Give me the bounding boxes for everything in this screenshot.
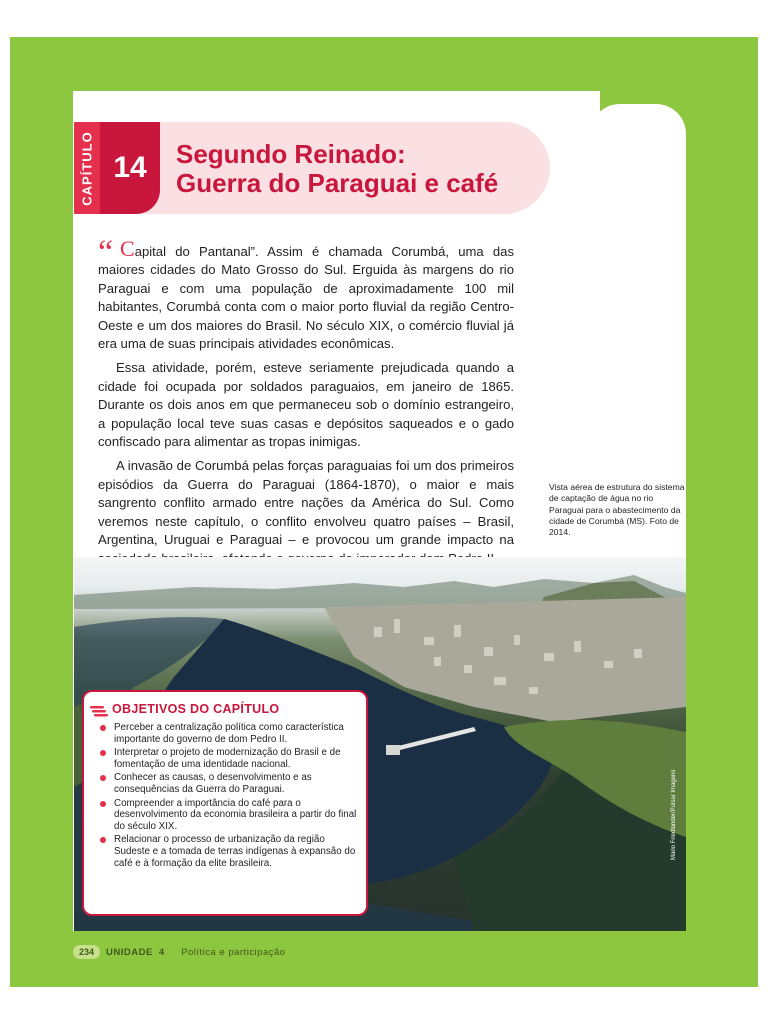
page-footer [73, 942, 286, 962]
chapter-tab-label: CAPÍTULO [79, 130, 95, 206]
paragraph-3: A invasão de Corumbá pelas forças paraguaias foi um dos primeiros episódios da Guerra do Paraguai (1864-1870), o maior e mais sangrento conflito armado entre nações da América do Sul. Como veremos neste capítulo, o conflito envolveu quatro países – Brasil, Argentina, Uruguai e Paraguai – e provocou um grande impacto na [98, 458, 514, 548]
unit-label: UNIDADE [106, 946, 153, 958]
objectives-list [98, 722, 360, 871]
photo-credit: Mario Friedlander/Pulsar Imagens [671, 769, 677, 860]
unit-number: 4 [158, 946, 165, 958]
objective-item: Interpretar o projeto de modernização do Brasil e de fomentação de uma identidade nacional. [98, 747, 360, 770]
chapter-number-box [100, 122, 160, 214]
chapter-title-line-1: Segundo Reinado: [176, 139, 406, 169]
photo-caption: Vista aérea de estrutura do sistema de captação de água no rio Paraguai para o abastecimento da cidade de Corumbá (MS). Foto de 2014. [549, 482, 685, 538]
unit-title: Política e participação [181, 946, 286, 958]
objectives-title: OBJETIVOS DO CAPÍTULO [112, 702, 280, 716]
page-corner-decoration [590, 104, 686, 164]
opening-quote-mark: “ [98, 234, 114, 271]
dropcap-letter: C [120, 236, 135, 261]
paragraph-2: Essa atividade, porém, esteve seriamente prejudicada quando a cidade foi ocupada por soldados paraguaios, em janeiro de 1865. Durante os dois anos em que permaneceu sob o domínio estrangeiro, a população local teve suas casas e depósitos saqueados e o gado confiscado para alimentar as tropas inimigas. [98, 360, 514, 450]
chapter-tab-label-wrap [74, 122, 100, 214]
separator-dot-icon [170, 950, 175, 955]
chapter-title [176, 140, 536, 198]
stripes-icon [90, 704, 108, 718]
objective-item: Compreender a importância do café para o desenvolvimento da economia brasileira a partir do final do século XIX. [98, 798, 360, 833]
intro-text [98, 234, 514, 568]
paragraph-1 [98, 234, 514, 353]
objective-item: Relacionar o processo de urbanização da região Sudeste e a tomada de terras indígenas à expansão do café e à formação da elite brasileira. [98, 834, 360, 869]
objective-item: Perceber a centralização política como característica importante do governo de dom Pedro II. [98, 722, 360, 745]
chapter-title-line-2: Guerra do Paraguai e café [176, 168, 499, 198]
page-number: 234 [73, 945, 100, 959]
objective-item: Conhecer as causas, o desenvolvimento e as consequências da Guerra do Paraguai. [98, 772, 360, 795]
paragraph-1-text: apital do Pantanal”. Assim é chamada Corumbá, uma das maiores cidades do Mato Grosso do Sul. Erguida às margens do rio Paraguai e com uma população de aproximadamente 100 mil habitantes, Corumbá conta com o maior porto fluvial da região Centro-Oeste e um dos maiores do Brasil. No século XIX, o comércio fluvial já era uma de suas principais atividades econômicas. [98, 244, 514, 352]
chapter-number: 14 [113, 151, 147, 184]
